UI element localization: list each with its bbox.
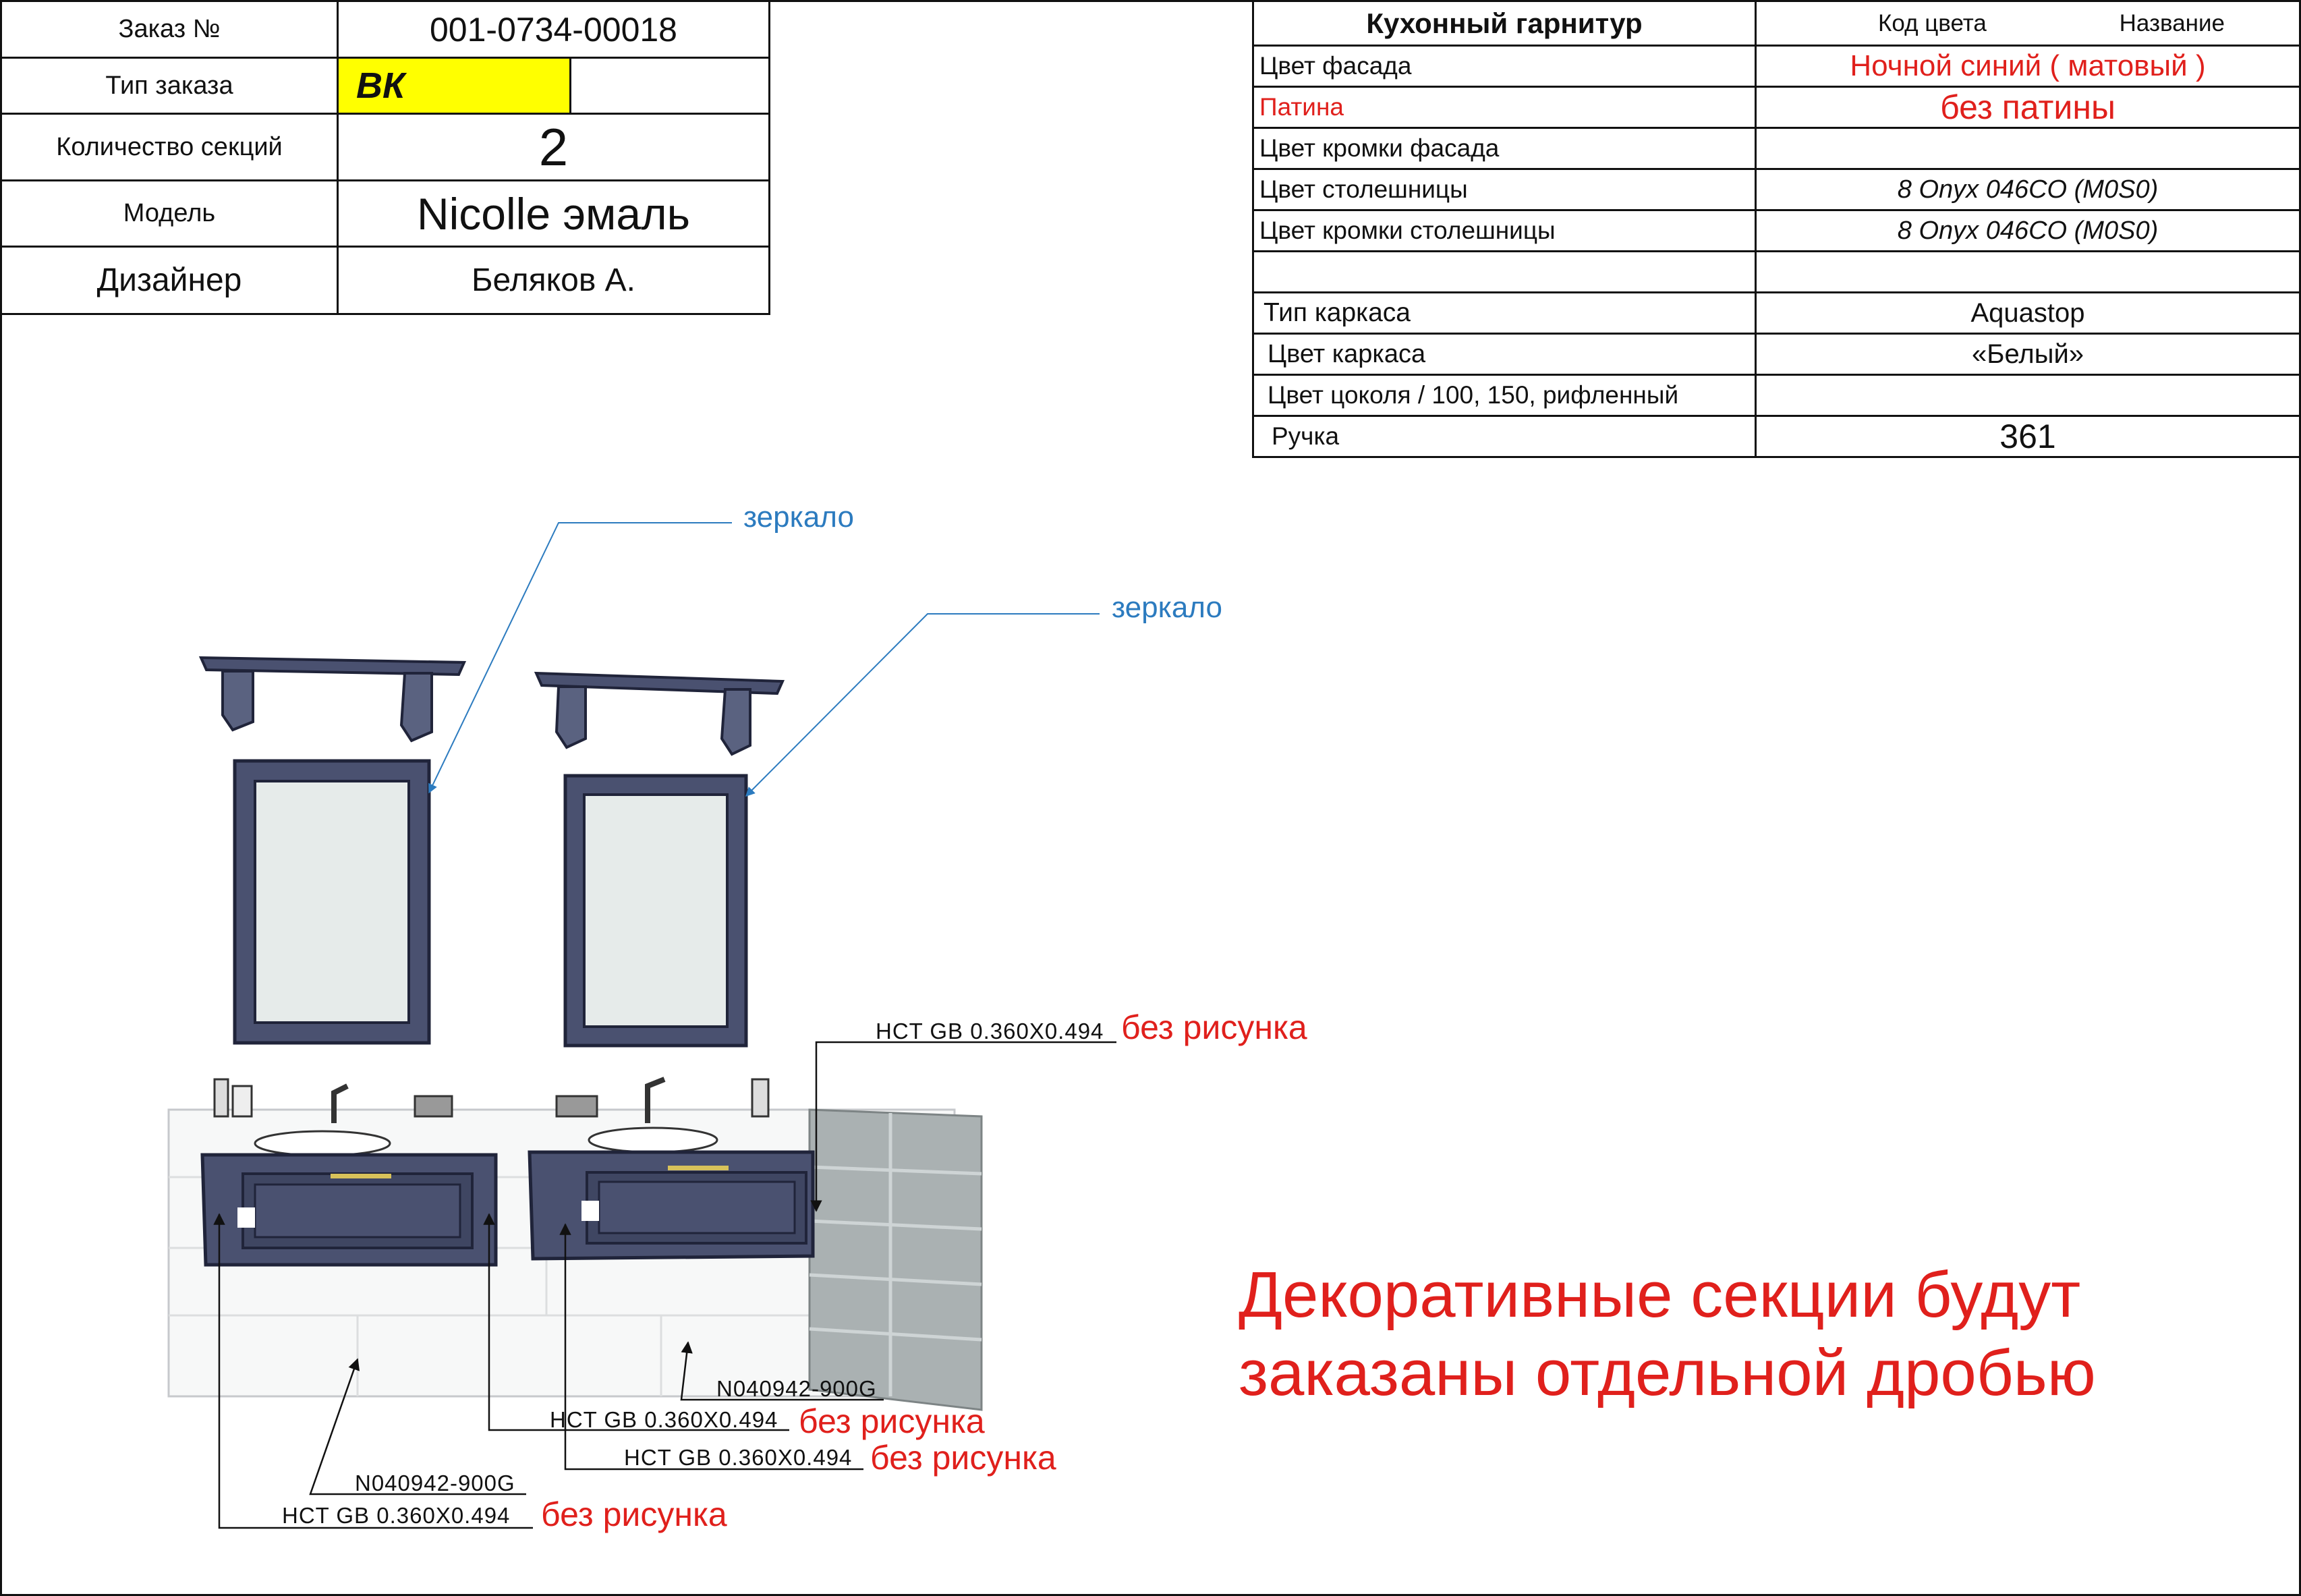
mirror-label-left: зеркало (743, 501, 854, 534)
notice-line-1: Декоративные секции будут (1239, 1259, 2081, 1331)
designer-value: Беляков А. (338, 247, 770, 314)
code-label-1: HCT GB 0.360X0.494 (876, 1019, 1104, 1044)
mirror-left (235, 761, 429, 1043)
order-type-value: ВК (338, 58, 571, 114)
spec-value-handle: 361 (1756, 416, 2300, 457)
notice-line-2: заказаны отдельной дробью (1239, 1337, 2096, 1409)
code-label-2: N040942-900G (716, 1376, 877, 1401)
code-label-3: HCT GB 0.360X0.494 (550, 1407, 778, 1432)
spec-label-patina: Патина (1253, 87, 1756, 128)
spec-label-facade-color: Цвет фасада (1253, 46, 1756, 87)
code-label-5: N040942-900G (355, 1471, 515, 1495)
decorative-sections-notice (1239, 1256, 2096, 1413)
note-label-6: без рисунка (541, 1495, 727, 1533)
spec-label-countertop: Цвет столешницы (1253, 169, 1756, 210)
spec-header-name: Название (2119, 9, 2225, 36)
spec-value-frame-color: «Белый» (1756, 334, 2300, 375)
spec-label-frame-type: Тип каркаса (1253, 293, 1756, 334)
side-tile-wall (809, 1110, 982, 1410)
code-label-4: HCT GB 0.360X0.494 (624, 1445, 853, 1470)
shelf-right (536, 673, 783, 754)
spec-label-handle: Ручка (1253, 416, 1756, 457)
spec-header-code: Код цвета (1878, 9, 1987, 36)
code-label-6: HCT GB 0.360X0.494 (282, 1503, 511, 1528)
spec-value-countertop-edge: 8 Onyx 046CO (M0S0) (1756, 210, 2300, 252)
order-type-label: Тип заказа (1, 58, 338, 114)
vanity-left (202, 1155, 496, 1265)
order-number-label: Заказ № (1, 1, 338, 58)
model-label: Модель (1, 181, 338, 247)
order-number-value: 001-0734-00018 (338, 1, 770, 58)
note-label-3: без рисунка (799, 1402, 985, 1440)
shelf-left (201, 658, 464, 741)
spec-value-frame-type: Aquastop (1756, 293, 2300, 334)
mirror-label-right: зеркало (1112, 591, 1222, 624)
spec-value-facade-color: Ночной синий ( матовый ) (1756, 46, 2300, 87)
sections-count-value: 2 (338, 114, 770, 181)
spec-label-plinth-color: Цвет цоколя / 100, 150, рифленный (1253, 375, 1756, 416)
model-value: Nicolle эмаль (338, 181, 770, 247)
spec-value-patina: без патины (1756, 87, 2300, 128)
mirror-right (565, 776, 746, 1046)
designer-label: Дизайнер (1, 247, 338, 314)
spec-label-frame-color: Цвет каркаса (1253, 334, 1756, 375)
sections-count-label: Количество секций (1, 114, 338, 181)
note-label-4: без рисунка (870, 1439, 1056, 1477)
vanity-right (530, 1152, 813, 1259)
spec-label-facade-edge: Цвет кромки фасада (1253, 128, 1756, 169)
note-label-1: без рисунка (1121, 1008, 1307, 1046)
spec-value-countertop: 8 Onyx 046CO (M0S0) (1756, 169, 2300, 210)
spec-label-countertop-edge: Цвет кромки столешницы (1253, 210, 1756, 252)
spec-header-title: Кухонный гарнитур (1253, 1, 1756, 46)
mirror-leaders (429, 523, 1100, 796)
